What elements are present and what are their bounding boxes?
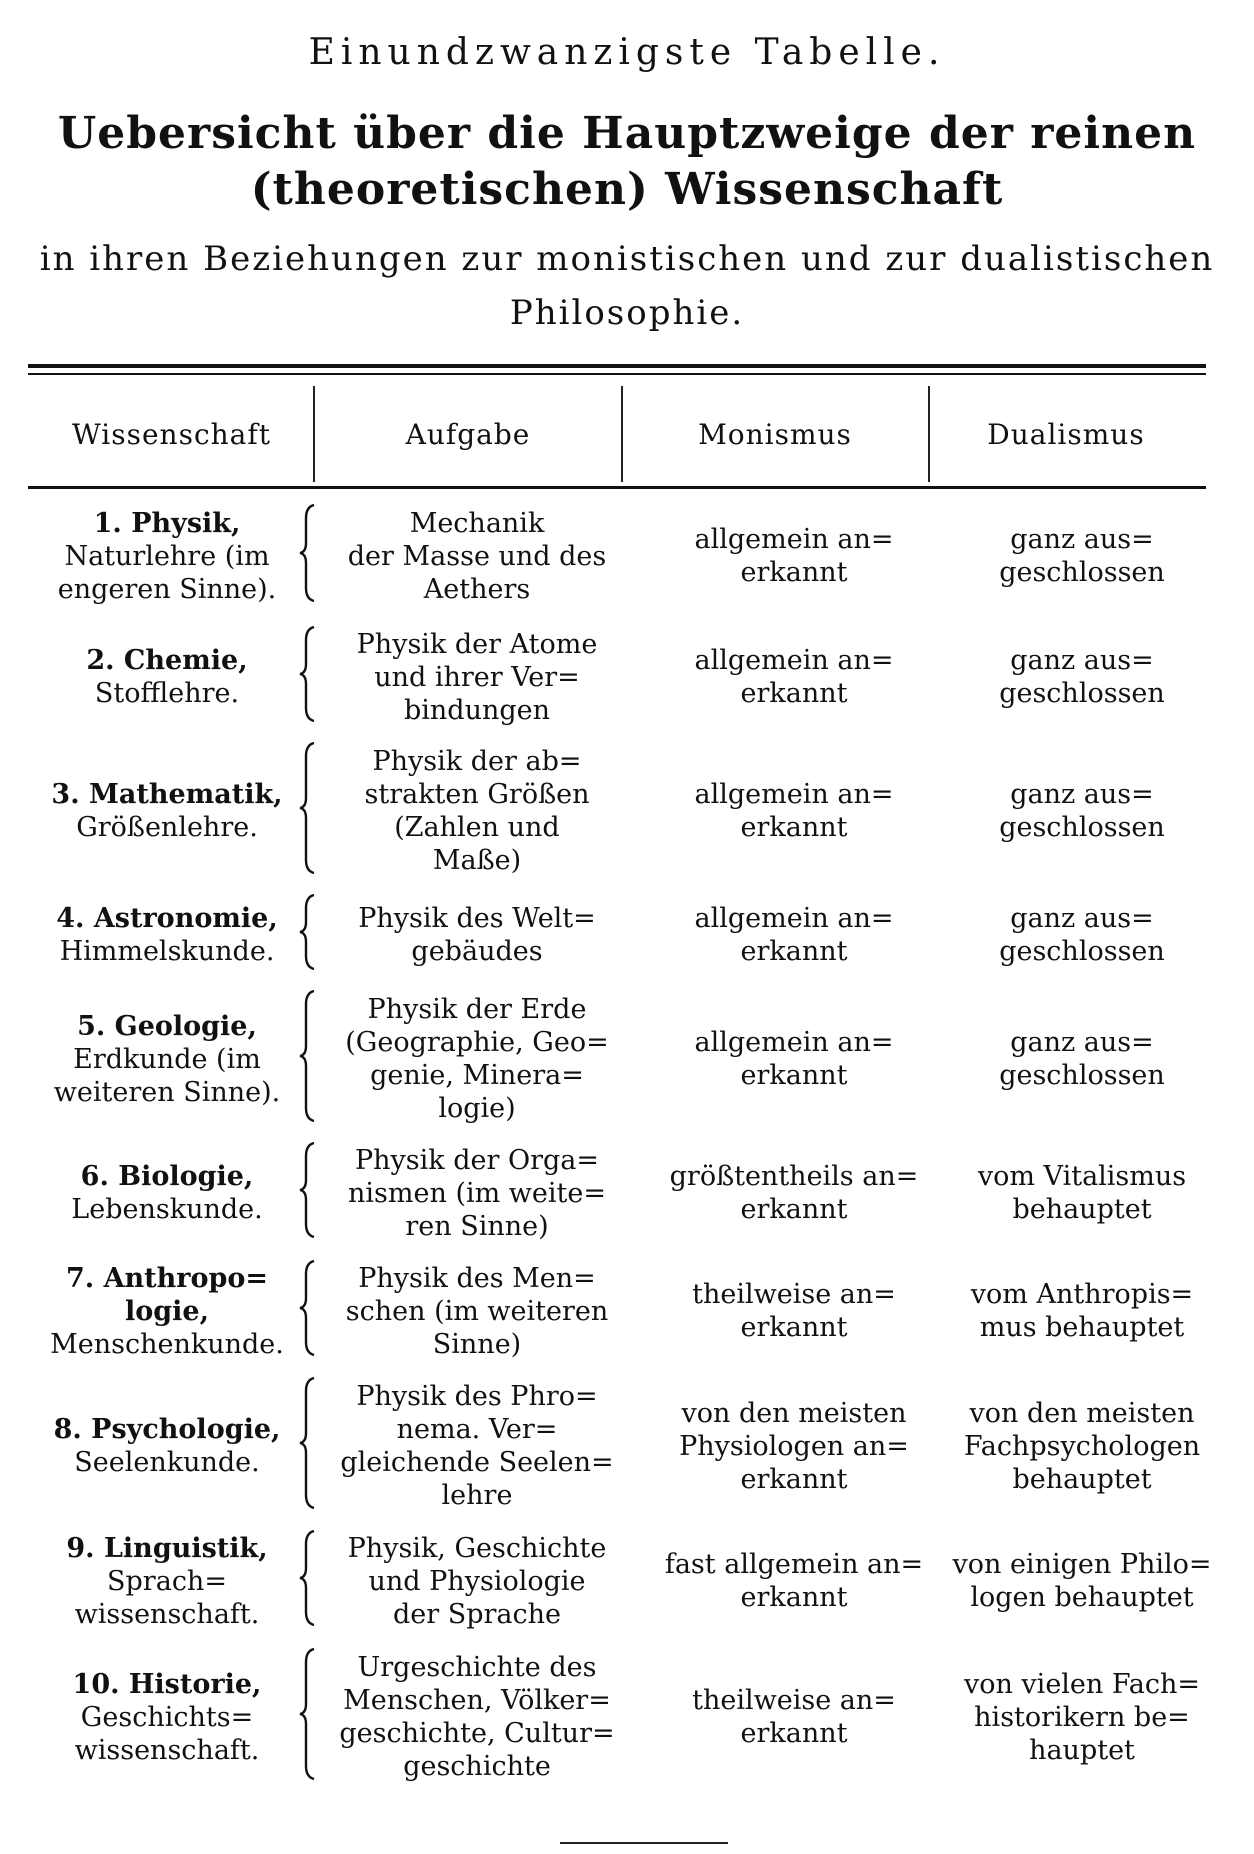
dualism-line: behauptet (1012, 1194, 1152, 1225)
task-line: genie, Minera= (370, 1060, 584, 1091)
science-desc-line: Stofflehre. (94, 678, 240, 709)
science-name: 6. Biologie, (80, 1161, 254, 1192)
monism-cell (644, 738, 944, 884)
task-line: Mechanik (409, 507, 545, 539)
task-cell (322, 986, 632, 1132)
dualism-cell (952, 738, 1212, 884)
table-row (32, 890, 1202, 980)
monism-line: erkannt (740, 557, 848, 588)
dualism-line: mus behauptet (979, 1312, 1185, 1343)
curly-brace-icon (298, 1648, 316, 1780)
monism-line: erkannt (740, 1060, 848, 1091)
science-cell (32, 986, 302, 1132)
header-rule (28, 486, 1206, 489)
task-line: nismen (im weite= (348, 1177, 606, 1209)
task-line: nema. Ver= (396, 1414, 558, 1445)
task-cell (322, 1138, 632, 1248)
monism-line: erkannt (740, 936, 848, 967)
curly-brace-icon (298, 990, 316, 1122)
monism-line: erkannt (740, 812, 848, 843)
header-dualismus: Dualismus (987, 418, 1145, 451)
monism-line: Physiologen an= (679, 1430, 909, 1462)
curly-brace-icon (298, 894, 316, 970)
dualism-line: vom Vitalismus (977, 1161, 1187, 1192)
task-line: der Sprache (392, 1598, 562, 1630)
task-line: Physik der Atome (356, 628, 598, 660)
top-rule-thick (28, 364, 1206, 368)
title-line-1: Uebersicht über die Hauptzweige der reinen (57, 108, 1197, 159)
curly-brace-icon (298, 504, 316, 602)
task-line: (Geographie, Geo= (345, 1027, 609, 1058)
table-row (32, 1256, 1202, 1366)
task-line: gebäudes (411, 936, 543, 967)
task-line: Sinne) (432, 1328, 522, 1360)
science-cell (32, 1256, 302, 1366)
task-line: schen (im weiteren (345, 1295, 609, 1327)
dualism-line: ganz aus= (1010, 779, 1154, 810)
monism-line: allgemein an= (694, 524, 894, 555)
monism-line: von den meisten (681, 1397, 907, 1429)
task-line: strakten Größen (364, 779, 590, 810)
task-line: bindungen (403, 694, 551, 726)
task-line: geschichte (403, 1751, 551, 1782)
monism-cell (644, 890, 944, 980)
dualism-line: historikern be= (974, 1701, 1190, 1733)
task-line: lehre (441, 1480, 513, 1511)
task-line: Physik der Erde (367, 994, 587, 1025)
task-line: Maße) (432, 845, 522, 876)
science-name: 4. Astronomie, (56, 903, 278, 934)
dualism-cell (952, 890, 1212, 980)
task-line: Aethers (423, 573, 531, 605)
table-row (32, 1526, 1212, 1636)
science-name: 8. Psychologie, (53, 1414, 281, 1445)
science-desc-line: weiteren Sinne). (53, 1076, 281, 1108)
monism-cell (644, 1644, 944, 1790)
monism-line: größtentheils an= (669, 1161, 919, 1192)
monism-line: allgemein an= (694, 645, 894, 676)
task-cell (322, 890, 632, 980)
table-row (32, 500, 1202, 612)
title-line-2: (theoretischen) Wissenschaft (250, 164, 1004, 215)
table-row (32, 1644, 1202, 1790)
top-rule-thin (28, 373, 1206, 375)
dualism-line: geschlossen (999, 936, 1165, 967)
dualism-line: Fachpsychologen (963, 1430, 1201, 1462)
monism-cell (644, 622, 944, 732)
dualism-cell (952, 1644, 1212, 1790)
science-name: 10. Historie, (72, 1668, 262, 1700)
curly-brace-icon (298, 1377, 316, 1509)
science-desc-line: Menschenkunde. (50, 1328, 284, 1360)
science-name: 3. Mathematik, (51, 779, 283, 810)
task-line: (Zahlen und (394, 812, 560, 843)
monism-cell (644, 986, 944, 1132)
science-name: 2. Chemie, (86, 645, 248, 676)
curly-brace-icon (298, 626, 316, 722)
task-line: Menschen, Völker= (343, 1685, 611, 1716)
dualism-line: geschlossen (999, 1060, 1165, 1091)
dualism-cell (952, 1373, 1212, 1519)
task-line: Physik des Men= (358, 1262, 596, 1294)
monism-line: erkannt (740, 1463, 848, 1495)
monism-cell (644, 500, 944, 612)
monism-line: allgemein an= (694, 903, 894, 934)
science-desc-line: Lebenskunde. (71, 1194, 263, 1225)
table-row (32, 738, 1202, 884)
subtitle-line-1: in ihren Beziehungen zur monistischen und zur dualistischen (39, 239, 1215, 279)
science-cell (32, 1373, 302, 1519)
curly-brace-icon (298, 1142, 316, 1238)
science-desc-line: Erdkunde (im (73, 1043, 261, 1075)
dualism-line: ganz aus= (1010, 645, 1154, 676)
dualism-cell (952, 622, 1212, 732)
science-cell (32, 500, 302, 612)
dualism-line: ganz aus= (1010, 524, 1154, 555)
task-cell (322, 1526, 632, 1636)
dualism-cell (952, 986, 1212, 1132)
curly-brace-icon (298, 1260, 316, 1356)
dualism-line: ganz aus= (1010, 903, 1154, 934)
task-line: Urgeschichte des (357, 1652, 597, 1683)
dualism-line: von den meisten (969, 1397, 1195, 1429)
science-desc-line: Himmelskunde. (59, 936, 275, 967)
task-cell (322, 1256, 632, 1366)
subtitle-line-2: Philosophie. (509, 293, 745, 333)
monism-cell (644, 1256, 944, 1366)
page-subtitle (0, 232, 1254, 340)
dualism-line: geschlossen (999, 678, 1165, 709)
table-kicker: Einundzwanzigste Tabelle. (308, 32, 946, 73)
task-cell (322, 1644, 632, 1790)
dualism-line: geschlossen (999, 557, 1165, 588)
science-cell (32, 622, 302, 732)
monism-line: allgemein an= (694, 1027, 894, 1058)
monism-cell (644, 1526, 944, 1636)
task-cell (322, 738, 632, 884)
task-line: ren Sinne) (405, 1210, 549, 1242)
dualism-cell (952, 500, 1212, 612)
curly-brace-icon (298, 1530, 316, 1626)
monism-line: theilweise an= (692, 1685, 896, 1716)
table-row (32, 986, 1202, 1132)
monism-line: erkannt (740, 1718, 848, 1749)
dualism-line: logen behauptet (970, 1582, 1194, 1613)
task-line: Physik des Welt= (358, 903, 596, 934)
dualism-cell (952, 1526, 1212, 1636)
science-desc-line: Sprach= (107, 1565, 227, 1597)
science-cell (32, 1526, 302, 1636)
science-desc-line: Naturlehre (im (64, 540, 270, 572)
curly-brace-icon (298, 742, 316, 874)
task-line: Physik der ab= (372, 746, 582, 777)
dualism-line: geschlossen (999, 812, 1165, 843)
science-cell (32, 1644, 302, 1790)
science-name: 9. Linguistik, (66, 1532, 268, 1564)
table-row (32, 622, 1202, 732)
dualism-line: von vielen Fach= (963, 1668, 1201, 1700)
header-monismus: Monismus (698, 418, 852, 451)
task-line: geschichte, Cultur= (339, 1718, 615, 1749)
dualism-line: hauptet (1029, 1734, 1135, 1766)
table-row (32, 1373, 1202, 1519)
science-name: 1. Physik, (93, 507, 241, 539)
monism-line: theilweise an= (692, 1279, 896, 1310)
task-line: logie) (438, 1093, 516, 1124)
science-desc-line: wissenschaft. (74, 1734, 260, 1766)
monism-line: erkannt (740, 1312, 848, 1343)
task-cell (322, 622, 632, 732)
dualism-cell (952, 1138, 1212, 1248)
science-name: 5. Geologie, (77, 1010, 257, 1042)
science-desc-line: Größenlehre. (76, 812, 258, 843)
dualism-line: ganz aus= (1010, 1027, 1154, 1058)
task-line: und ihrer Ver= (374, 661, 580, 693)
science-name-cont: logie, (125, 1295, 209, 1327)
monism-line: erkannt (740, 1582, 848, 1613)
science-cell (32, 738, 302, 884)
monism-cell (644, 1373, 944, 1519)
science-cell (32, 1138, 302, 1248)
task-line: und Physiologie (368, 1565, 586, 1597)
science-desc-line: wissenschaft. (74, 1598, 260, 1630)
science-desc-line: Geschichts= (80, 1701, 254, 1733)
task-cell (322, 500, 632, 612)
monism-line: fast allgemein an= (664, 1549, 924, 1580)
header-wissenschaft: Wissenschaft (72, 418, 271, 451)
task-line: Physik, Geschichte (347, 1532, 607, 1564)
task-line: Physik der Orga= (354, 1144, 600, 1176)
dualism-cell (952, 1256, 1212, 1366)
dualism-line: behauptet (1012, 1463, 1152, 1495)
task-line: der Masse und des (347, 540, 607, 572)
monism-line: allgemein an= (694, 779, 894, 810)
science-desc-line: engeren Sinne). (57, 573, 277, 605)
monism-line: erkannt (740, 1194, 848, 1225)
task-line: gleichende Seelen= (340, 1447, 614, 1478)
dualism-line: vom Anthropis= (970, 1279, 1194, 1310)
header-aufgabe: Aufgabe (405, 418, 531, 451)
science-desc-line: Seelenkunde. (74, 1447, 260, 1478)
table-row (32, 1138, 1202, 1248)
science-name: 7. Anthropo= (65, 1262, 268, 1294)
footer-rule (560, 1842, 728, 1844)
monism-line: erkannt (740, 678, 848, 709)
page-title (0, 106, 1254, 218)
science-cell (32, 890, 302, 980)
task-line: Physik des Phro= (356, 1381, 598, 1412)
dualism-line: von einigen Philo= (952, 1549, 1212, 1580)
monism-cell (644, 1138, 944, 1248)
task-cell (322, 1373, 632, 1519)
